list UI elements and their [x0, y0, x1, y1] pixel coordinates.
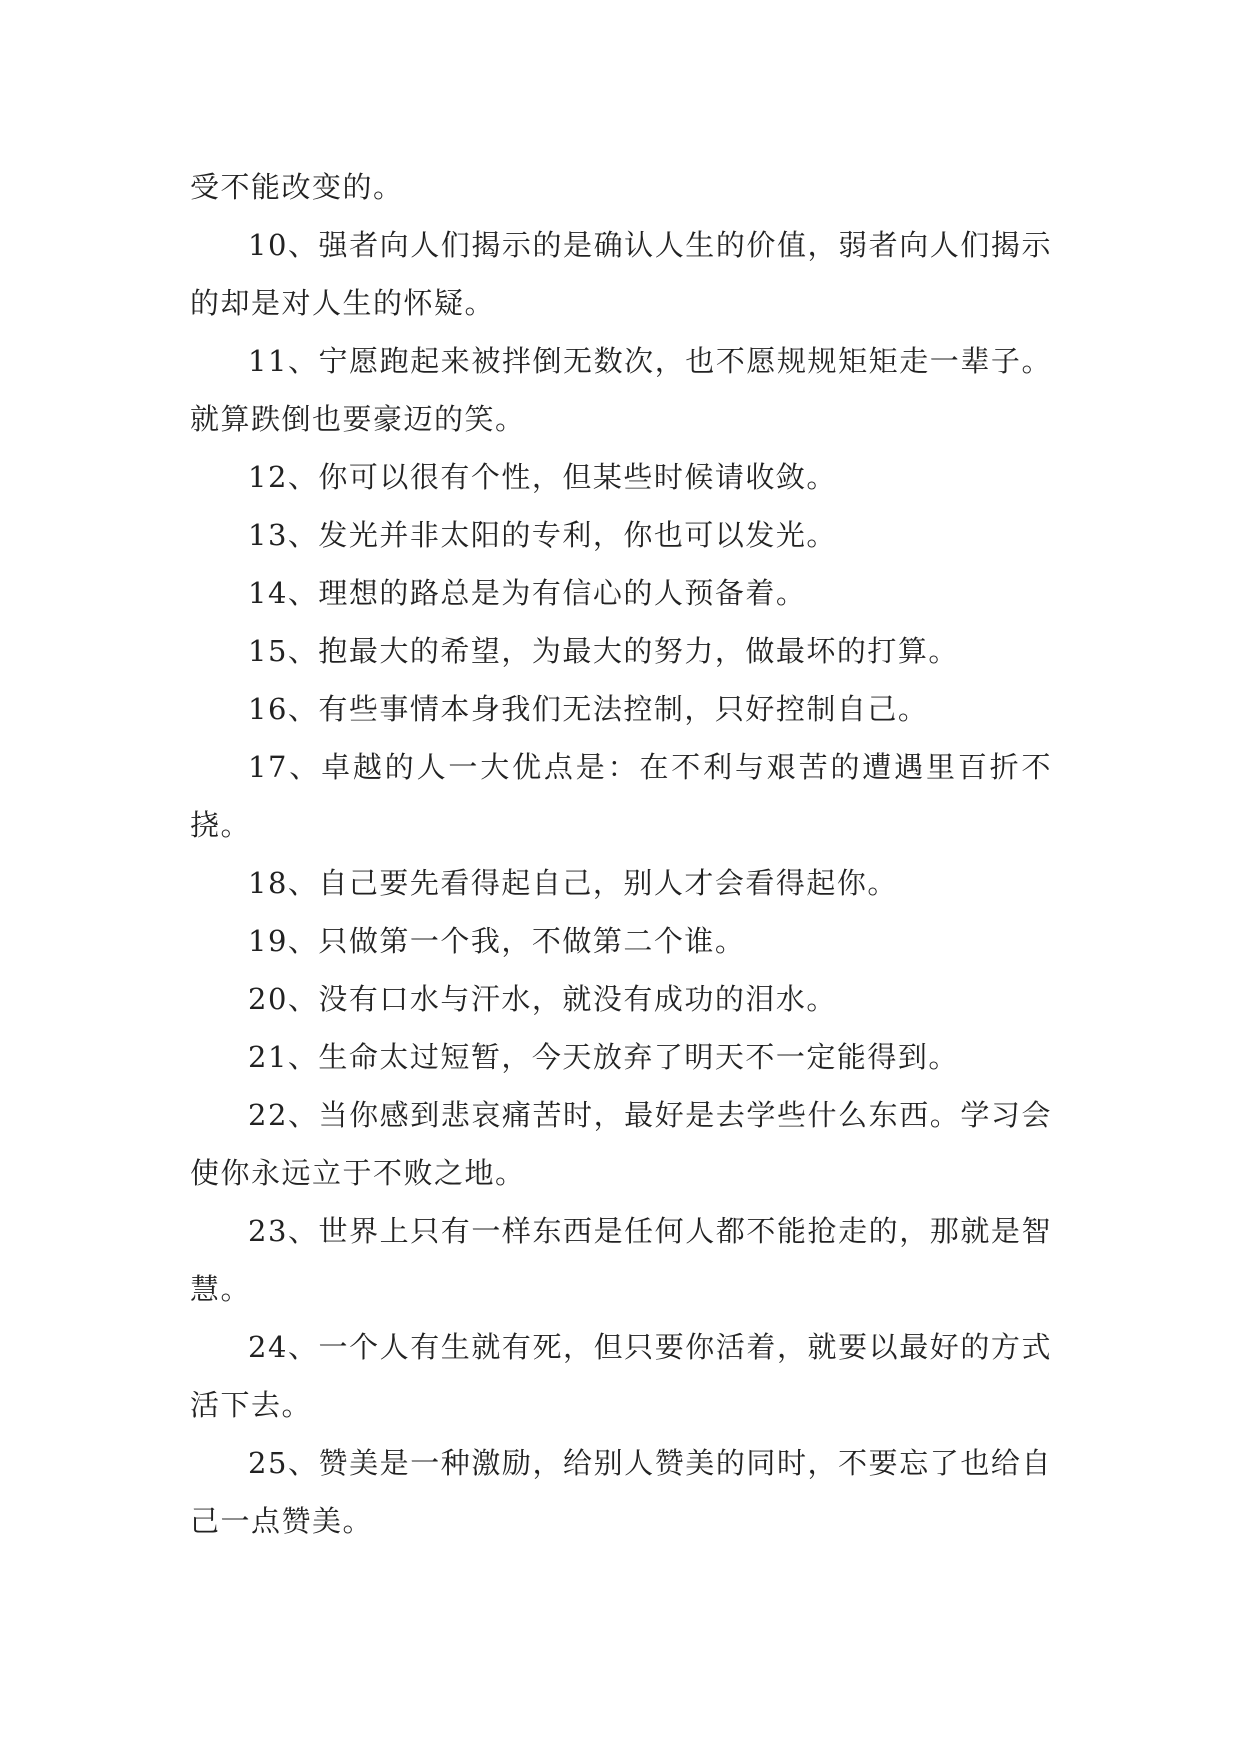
quote-item-20: 20、没有口水与汗水，就没有成功的泪水。 [248, 982, 837, 1016]
quote-item-21: 21、生命太过短暂，今天放弃了明天不一定能得到。 [248, 1040, 959, 1074]
quote-item-11: 11、宁愿跑起来被拌倒无数次，也不愿规规矩矩走一辈子。就算跌倒也要豪迈的笑。 [190, 344, 1052, 436]
quote-item-25: 25、赞美是一种激励，给别人赞美的同时，不要忘了也给自己一点赞美。 [190, 1446, 1052, 1538]
quote-item-18: 18、自己要先看得起自己，别人才会看得起你。 [248, 866, 898, 900]
quote-item-15: 15、抱最大的希望，为最大的努力，做最坏的打算。 [248, 634, 959, 668]
quote-item-10: 10、强者向人们揭示的是确认人生的价值，弱者向人们揭示的却是对人生的怀疑。 [190, 228, 1052, 320]
quote-item-23: 23、世界上只有一样东西是任何人都不能抢走的，那就是智慧。 [190, 1214, 1052, 1306]
quote-item-13: 13、发光并非太阳的专利，你也可以发光。 [248, 518, 837, 552]
quote-item-24: 24、一个人有生就有死，但只要你活着，就要以最好的方式活下去。 [190, 1330, 1052, 1422]
quote-item-16: 16、有些事情本身我们无法控制，只好控制自己。 [248, 692, 929, 726]
quote-item-22: 22、当你感到悲哀痛苦时，最好是去学些什么东西。学习会使你永远立于不败之地。 [190, 1098, 1052, 1190]
quote-item-14: 14、理想的路总是为有信心的人预备着。 [248, 576, 807, 610]
paragraph-continued: 受不能改变的。 [190, 170, 404, 204]
document-body [190, 158, 1052, 1550]
quote-item-19: 19、只做第一个我，不做第二个谁。 [248, 924, 746, 958]
quote-item-17: 17、卓越的人一大优点是：在不利与艰苦的遭遇里百折不挠。 [190, 750, 1052, 842]
quote-item-12: 12、你可以很有个性，但某些时候请收敛。 [248, 460, 837, 494]
